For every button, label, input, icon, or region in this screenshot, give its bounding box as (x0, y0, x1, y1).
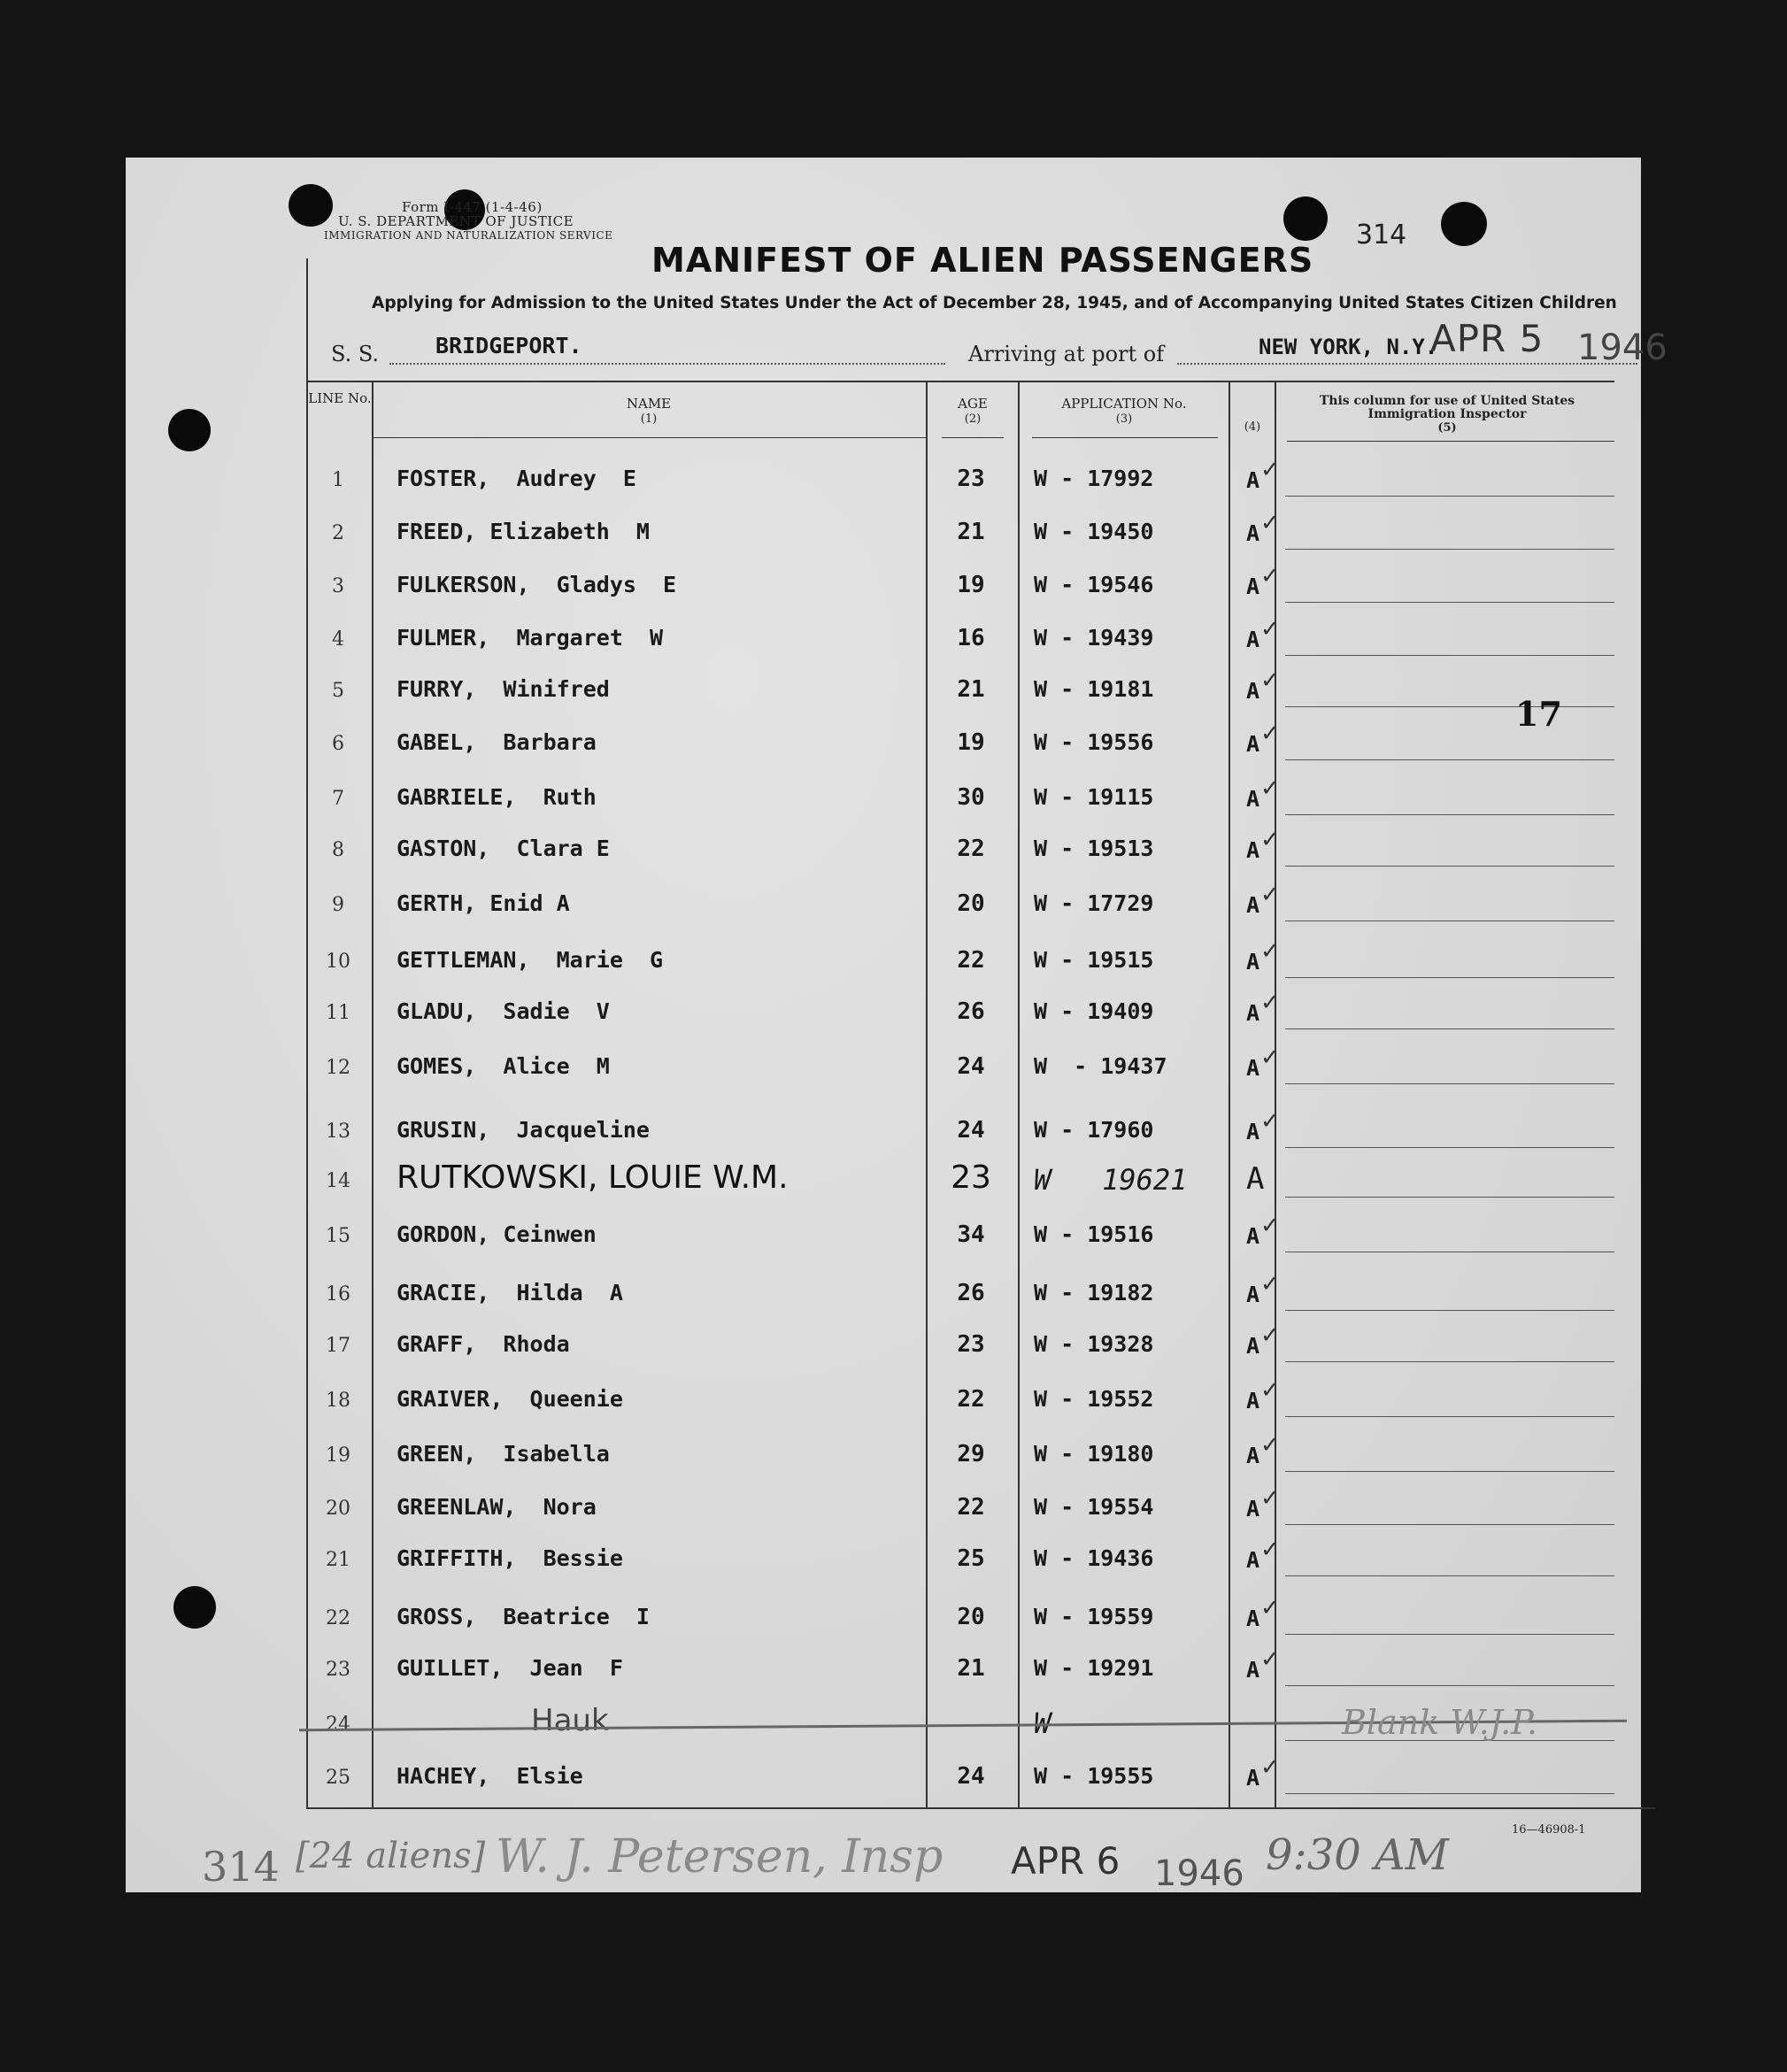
form-header (274, 200, 612, 243)
passenger-name: GOMES, Alice M (397, 1053, 610, 1079)
check-mark-icon: ✓ (1260, 563, 1280, 589)
inspector-row-line (1285, 549, 1614, 550)
row-line-number: 2 (332, 522, 344, 544)
row-line-number: 23 (326, 1659, 350, 1681)
passenger-name: RUTKOWSKI, LOUIE W.M. (397, 1159, 789, 1196)
tally-number: 17 (1515, 694, 1562, 734)
inspector-row-line (1285, 655, 1614, 656)
passenger-age: 23 (951, 1159, 991, 1196)
class-code: A (1246, 892, 1260, 918)
inspector-row-line (1285, 866, 1614, 867)
table-top-border (306, 381, 1614, 382)
punch-hole (1283, 196, 1328, 241)
application-number: W - 19439 (1034, 625, 1154, 651)
class-code: A (1246, 678, 1260, 704)
application-number: W - 19513 (1034, 836, 1154, 861)
inspector-row-line (1285, 977, 1614, 978)
header-underline (1032, 437, 1218, 438)
row-line-number: 4 (332, 628, 344, 651)
check-mark-icon: ✓ (1260, 720, 1280, 747)
application-number: W - 19515 (1034, 947, 1154, 973)
passenger-name: GREEN, Isabella (397, 1441, 610, 1467)
class-code: A (1246, 1443, 1260, 1468)
inspector-row-line (1285, 1524, 1614, 1525)
row-line-number: 16 (326, 1283, 350, 1306)
passenger-name: FULMER, Margaret W (397, 625, 664, 651)
inspector-row-line (1285, 1197, 1614, 1198)
class-code: A (1246, 467, 1260, 493)
passenger-age: 21 (957, 676, 985, 703)
footer-stamp-year: 1946 (1154, 1853, 1244, 1894)
row-line-number: 24 (326, 1714, 350, 1736)
table-bottom-border (306, 1807, 1655, 1809)
inspector-row-line (1285, 1147, 1614, 1148)
header-underline (942, 437, 1004, 438)
passenger-name: GABEL, Barbara (397, 729, 597, 755)
col-header-line-no: LINE No. (308, 390, 372, 406)
class-code: A (1246, 1000, 1260, 1026)
inspector-row-line (1285, 1083, 1614, 1084)
passenger-age: 19 (957, 572, 985, 598)
check-mark-icon: ✓ (1260, 667, 1280, 694)
passenger-age: 22 (957, 836, 985, 862)
passenger-name: GABRIELE, Ruth (397, 784, 597, 810)
col-header-age: AGE (2) (958, 396, 988, 426)
passenger-age: 20 (957, 1604, 985, 1630)
application-number: W - 19546 (1034, 572, 1154, 597)
passenger-age: 34 (957, 1221, 985, 1248)
port-line (1177, 363, 1637, 365)
col-header-col4: (4) (1244, 420, 1261, 434)
passenger-name: FURRY, Winifred (397, 676, 610, 702)
application-number: W - 17729 (1034, 890, 1154, 916)
class-code: A (1246, 574, 1260, 599)
class-code: A (1246, 786, 1260, 812)
application-number: W - 19552 (1034, 1386, 1154, 1412)
passenger-name: GETTLEMAN, Marie G (397, 947, 664, 973)
passenger-name: Hauk (531, 1703, 609, 1738)
check-mark-icon: ✓ (1260, 882, 1280, 908)
passenger-age: 24 (957, 1053, 985, 1080)
passenger-age: 24 (957, 1117, 985, 1144)
passenger-age: 19 (957, 729, 985, 756)
class-code: A (1246, 520, 1260, 546)
application-number: W - 19436 (1034, 1545, 1154, 1571)
application-number: W - 19556 (1034, 729, 1154, 755)
inspector-row-line (1285, 1310, 1614, 1311)
class-code: A (1246, 949, 1260, 974)
row-line-number: 7 (332, 788, 344, 810)
row-line-number: 19 (326, 1444, 350, 1467)
passenger-age: 23 (957, 1331, 985, 1358)
check-mark-icon: ✓ (1260, 990, 1280, 1016)
arrival-stamp-date: APR 5 (1430, 317, 1544, 360)
passenger-age: 22 (957, 947, 985, 974)
passenger-name: GRIFFITH, Bessie (397, 1545, 623, 1571)
row-line-number: 6 (332, 733, 344, 755)
ss-label: S. S. (331, 342, 380, 366)
inspector-row-line (1285, 706, 1614, 707)
passenger-name: GLADU, Sadie V (397, 998, 610, 1024)
inspector-row-line (1285, 1471, 1614, 1472)
check-mark-icon: ✓ (1260, 1377, 1280, 1404)
class-code: A (1246, 1765, 1260, 1791)
punch-hole (1441, 202, 1487, 246)
check-mark-icon: ✓ (1260, 1754, 1280, 1781)
port-name: NEW YORK, N.Y. (1259, 335, 1438, 359)
check-mark-icon: ✓ (1260, 616, 1280, 643)
service-name: IMMIGRATION AND NATURALIZATION SERVICE (324, 229, 613, 242)
inspector-row-line (1285, 602, 1614, 603)
header-underline (1287, 441, 1614, 442)
class-code: A (1246, 731, 1260, 757)
page-subtitle: Applying for Admission to the United States Under the Act of December 28, 1945, and of Accompanying United States Citizen Children (372, 294, 1617, 312)
arriving-label: Arriving at port of (968, 342, 1165, 366)
col-header-application: APPLICATION No. (3) (1061, 396, 1187, 426)
passenger-age: 26 (957, 1280, 985, 1306)
inspector-row-line (1285, 1416, 1614, 1417)
col-header-name: NAME (1) (626, 396, 672, 426)
check-mark-icon: ✓ (1260, 1322, 1280, 1349)
class-code: A (1246, 1547, 1260, 1573)
row-line-number: 1 (332, 469, 344, 491)
inspector-row-line (1285, 814, 1614, 815)
check-mark-icon: ✓ (1260, 827, 1280, 853)
inspector-row-line (1285, 1634, 1614, 1635)
application-number: W - 19555 (1034, 1763, 1154, 1789)
row-24-note: Blank W.J.P. (1342, 1703, 1538, 1742)
passenger-name: GERTH, Enid A (397, 890, 570, 916)
application-number: W - 19559 (1034, 1604, 1154, 1629)
application-number: W - 19516 (1034, 1221, 1154, 1247)
check-mark-icon: ✓ (1260, 510, 1280, 536)
check-mark-icon: ✓ (1260, 1271, 1280, 1298)
class-code: A (1246, 837, 1260, 863)
check-mark-icon: ✓ (1260, 1108, 1280, 1135)
passenger-age: 22 (957, 1494, 985, 1521)
inspector-row-line (1285, 1361, 1614, 1362)
check-mark-icon: ✓ (1260, 1646, 1280, 1673)
check-mark-icon: ✓ (1260, 938, 1280, 965)
row-line-number: 25 (326, 1767, 350, 1789)
row-line-number: 11 (326, 1002, 350, 1024)
passenger-age: 23 (957, 466, 985, 492)
check-mark-icon: ✓ (1260, 1044, 1280, 1071)
check-mark-icon: ✓ (1260, 1213, 1280, 1239)
row-line-number: 18 (326, 1390, 350, 1412)
row-line-number: 17 (326, 1335, 350, 1357)
form-number: Form I-447 (1-4-46) (402, 199, 543, 215)
row-line-number: 10 (326, 951, 350, 973)
passenger-age: 21 (957, 1655, 985, 1682)
passenger-name: GUILLET, Jean F (397, 1655, 623, 1681)
passenger-name: FOSTER, Audrey E (397, 466, 636, 491)
passenger-name: GORDON, Ceinwen (397, 1221, 597, 1247)
application-number: W - 19437 (1034, 1053, 1167, 1079)
passenger-name: GRAFF, Rhoda (397, 1331, 570, 1357)
row-line-number: 20 (326, 1498, 350, 1520)
application-number: W - 19180 (1034, 1441, 1154, 1467)
page-number: 314 (1356, 220, 1407, 250)
check-mark-icon: ✓ (1260, 457, 1280, 483)
department-name: U. S. DEPARTMENT OF JUSTICE (338, 213, 574, 229)
row-line-number: 8 (332, 839, 344, 861)
application-number: W 19621 (1034, 1163, 1188, 1197)
class-code: A (1246, 627, 1260, 652)
passenger-age: 22 (957, 1386, 985, 1413)
passenger-age: 29 (957, 1441, 985, 1467)
application-number: W - 19554 (1034, 1494, 1154, 1520)
class-code: A (1246, 1223, 1260, 1249)
footer-alien-count: [24 aliens] (296, 1836, 486, 1876)
row-line-number: 15 (326, 1225, 350, 1247)
class-code: A (1246, 1388, 1260, 1413)
inspector-row-line (1285, 920, 1614, 921)
row-line-number: 12 (326, 1057, 350, 1079)
application-number: W - 17960 (1034, 1117, 1154, 1143)
arrival-stamp-year: 1946 (1577, 327, 1668, 368)
punch-hole (168, 409, 211, 451)
class-code: A (1246, 1496, 1260, 1521)
row-line-number: 3 (332, 575, 344, 597)
application-number: W - 19328 (1034, 1331, 1154, 1357)
application-number: W - 19182 (1034, 1280, 1154, 1306)
passenger-age: 24 (957, 1763, 985, 1790)
class-code: A (1246, 1606, 1260, 1631)
check-mark-icon: ✓ (1260, 1537, 1280, 1563)
passenger-age: 25 (957, 1545, 985, 1572)
class-code: A (1246, 1333, 1260, 1359)
class-code: A (1246, 1055, 1260, 1081)
application-number: W - 19181 (1034, 676, 1154, 702)
inspector-row-line (1285, 1028, 1614, 1029)
application-number: W - 19291 (1034, 1655, 1154, 1681)
passenger-name: FREED, Elizabeth M (397, 519, 650, 544)
row-line-number: 14 (326, 1170, 350, 1192)
row-line-number: 22 (326, 1607, 350, 1629)
header-underline (372, 437, 926, 438)
footer-inspector-signature: W. J. Petersen, Insp (496, 1830, 944, 1883)
form-code: 16—46908-1 (1512, 1823, 1586, 1837)
footer-stamp-date: APR 6 (1011, 1839, 1121, 1883)
page-title: MANIFEST OF ALIEN PASSENGERS (651, 241, 1314, 280)
passenger-name: GREENLAW, Nora (397, 1494, 597, 1520)
passenger-name: GRUSIN, Jacqueline (397, 1117, 650, 1143)
class-code: A (1246, 1657, 1260, 1683)
application-number: W - 17992 (1034, 466, 1154, 491)
ship-name-line (389, 363, 945, 365)
class-code: A (1246, 1161, 1265, 1197)
footer-page-number: 314 (202, 1843, 280, 1891)
row-line-number: 13 (326, 1121, 350, 1143)
inspector-row-line (1285, 1575, 1614, 1576)
passenger-age: 21 (957, 519, 985, 545)
inspector-row-line (1285, 1793, 1614, 1794)
check-mark-icon: ✓ (1260, 1595, 1280, 1621)
inspector-row-line (1285, 759, 1614, 760)
application-number: W - 19115 (1034, 784, 1154, 810)
row-line-number: 5 (332, 680, 344, 702)
class-code: A (1246, 1119, 1260, 1144)
check-mark-icon: ✓ (1260, 1485, 1280, 1512)
passenger-age: 16 (957, 625, 985, 651)
check-mark-icon: ✓ (1260, 775, 1280, 802)
ship-name: BRIDGEPORT. (435, 333, 582, 358)
passenger-name: GRACIE, Hilda A (397, 1280, 623, 1306)
passenger-name: GRAIVER, Queenie (397, 1386, 623, 1412)
application-number: W - 19450 (1034, 519, 1154, 544)
passenger-name: GROSS, Beatrice I (397, 1604, 650, 1629)
passenger-age: 20 (957, 890, 985, 917)
footer-time: 9:30 AM (1266, 1830, 1449, 1880)
row-line-number: 9 (332, 894, 344, 916)
application-number: W - 19409 (1034, 998, 1154, 1024)
passenger-age: 26 (957, 998, 985, 1025)
check-mark-icon: ✓ (1260, 1432, 1280, 1459)
class-code: A (1246, 1282, 1260, 1307)
col-header-inspector: This column for use of United States Immigration Inspector (5) (1319, 394, 1575, 435)
inspector-row-line (1285, 1685, 1614, 1686)
inspector-row-line (1285, 496, 1614, 497)
row-line-number: 21 (326, 1549, 350, 1571)
passenger-name: FULKERSON, Gladys E (397, 572, 677, 597)
passenger-name: GASTON, Clara E (397, 836, 610, 861)
passenger-age: 30 (957, 784, 985, 811)
passenger-name: HACHEY, Elsie (397, 1763, 583, 1789)
